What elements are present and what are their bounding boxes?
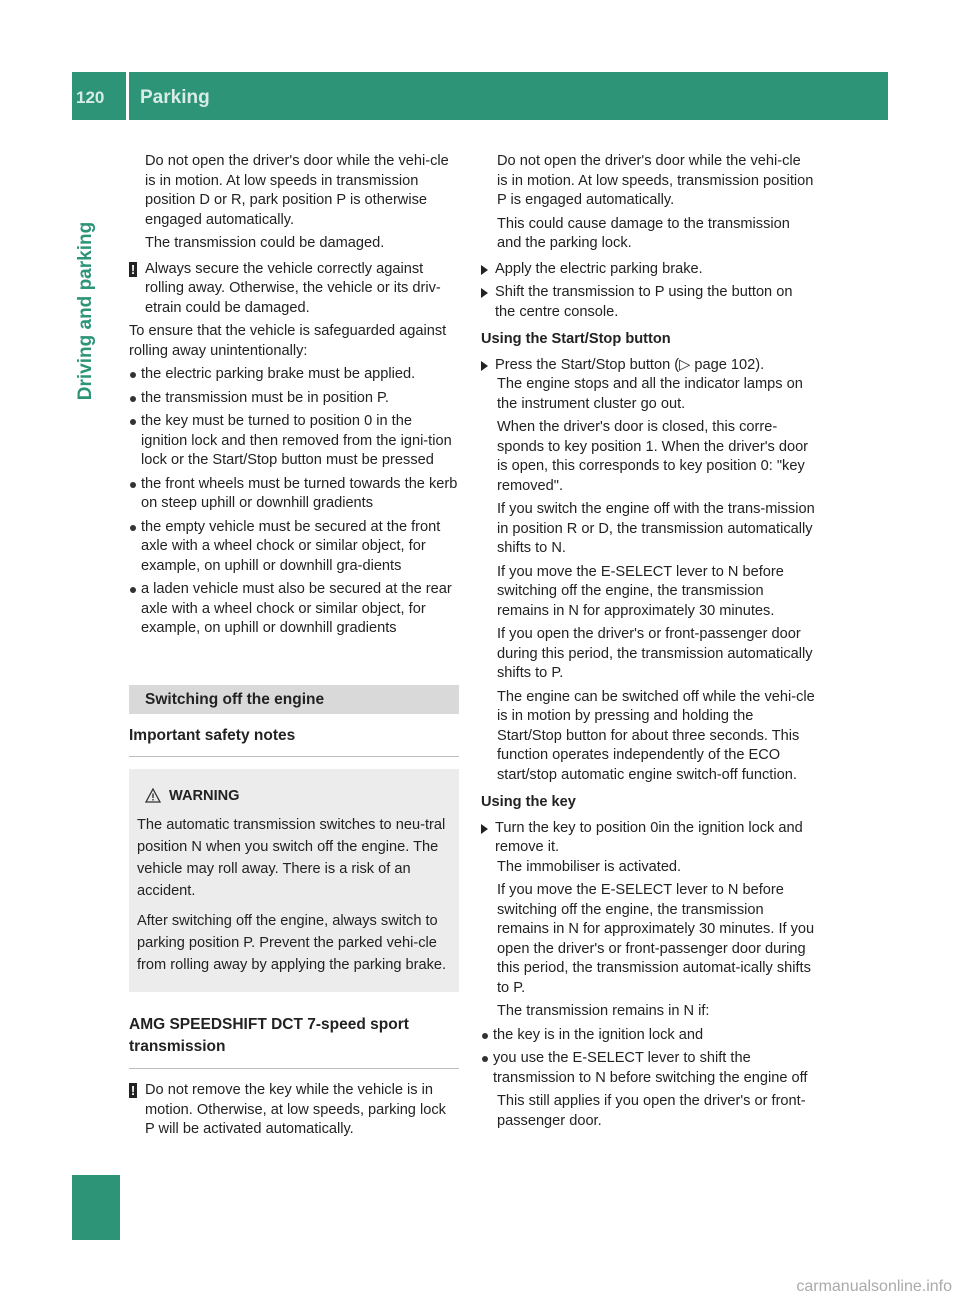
paragraph: The immobiliser is activated. — [497, 858, 682, 875]
paragraph: If you switch the engine off with the trans-mission in position R or D, the transmission automatically shifts to N. — [497, 501, 815, 556]
paragraph: If you open the driver's or front-passenger door during this period, the transmission automatically shifts to P. — [497, 626, 813, 681]
paragraph: This could cause damage to the transmission and the parking lock. — [497, 215, 790, 251]
paragraph: The transmission remains in N if: — [497, 1003, 710, 1019]
paragraph: If you move the E-SELECT lever to N before switching off the engine, the transmission remains in N for approximately 30 minutes. — [497, 563, 784, 619]
paragraph: This still applies if you open the driver's or front-passenger door. — [497, 1093, 806, 1129]
list-item: the key must be turned to position 0 in the ignition lock and then removed from the igni-tion lock or the Start/Stop button must be pressed — [129, 412, 459, 471]
left-column — [129, 152, 459, 1140]
right-column — [481, 152, 815, 1131]
step-arrow-icon — [481, 824, 488, 834]
paragraph: When the driver's door is closed, this corre-sponds to key position 1. When the driver's door is open, this corresponds to key position 0: "key removed". — [497, 419, 809, 494]
instruction-step: Shift the transmission to P using the button on the centre console. — [481, 283, 815, 322]
paragraph: The engine can be switched off while the vehi-cle is in motion by pressing and holding the Start/Stop button for about three seconds. This function operates independently of the ECO start/stop automatic engine switch-off function. — [497, 688, 815, 783]
exclamation-icon: ! — [130, 261, 136, 277]
subheading: Using the Start/Stop button — [481, 331, 671, 347]
paragraph: The engine stops and all the indicator lamps on the instrument cluster go out. — [497, 376, 803, 412]
warning-box — [129, 769, 459, 993]
caution-note: ! Do not remove the key while the vehicle is in motion. Otherwise, at low speeds, parking lock P will be activated automatically. — [130, 1082, 446, 1137]
list-item: the electric parking brake must be applied. — [129, 365, 459, 385]
caution-note: ! Always secure the vehicle correctly against rolling away. Otherwise, the vehicle or its driv-etrain could be damaged. — [130, 260, 441, 316]
paragraph: To ensure that the vehicle is safeguarded against rolling away unintentionally: — [129, 323, 447, 359]
step-arrow-icon — [481, 361, 488, 371]
exclamation-icon: ! — [130, 1083, 136, 1098]
warning-triangle-icon — [145, 788, 161, 804]
instruction-step: Apply the electric parking brake. — [481, 260, 815, 280]
bullet-list — [129, 365, 459, 639]
subheading: Using the key — [481, 794, 576, 810]
paragraph: The transmission could be damaged. — [145, 235, 385, 251]
warning-title: WARNING — [129, 787, 459, 807]
sidebar-chapter-label: Driving and parking — [75, 221, 96, 401]
instruction-step: Press the Start/Stop button (▷ page 102). — [481, 356, 815, 376]
step-arrow-icon — [481, 265, 488, 275]
paragraph: Do not open the driver's door while the vehi-cle is in motion. At low speeds, transmission position P is engaged automatically. — [497, 153, 814, 208]
page-number: 120 — [76, 88, 105, 107]
warning-text: After switching off the engine, always switch to parking position P. Prevent the parked vehi-cle from rolling away by applying the parking brake. — [137, 913, 447, 973]
list-item: the key is in the ignition lock and — [481, 1026, 815, 1046]
subheading: Important safety notes — [129, 727, 296, 744]
section-heading: AMG SPEEDSHIFT DCT 7-speed sport transmission — [129, 1016, 409, 1055]
header-divider — [126, 72, 129, 120]
watermark: carmanualsonline.info — [796, 1278, 952, 1295]
list-item: you use the E-SELECT lever to shift the transmission to N before switching the engine off — [481, 1049, 815, 1088]
page-title: Parking — [140, 87, 210, 108]
section-heading: Switching off the engine — [129, 685, 459, 715]
step-arrow-icon — [481, 288, 488, 298]
list-item: the front wheels must be turned towards the kerb on steep uphill or downhill gradients — [129, 475, 459, 514]
bullet-list — [481, 1026, 815, 1089]
divider — [129, 756, 459, 757]
divider — [129, 1068, 459, 1069]
sidebar-marker — [72, 1175, 120, 1240]
list-item: the empty vehicle must be secured at the front axle with a wheel chock or similar object, for example, on uphill or downhill gra-dients — [129, 518, 459, 577]
warning-text: The automatic transmission switches to neu-tral position N when you switch off the engine. The vehicle may roll away. There is a risk of an accident. — [137, 817, 446, 899]
instruction-step: Turn the key to position 0in the ignition lock and remove it. — [481, 819, 815, 858]
paragraph: If you move the E-SELECT lever to N before switching off the engine, the transmission remains in N for approximately 30 minutes. If you open the driver's or front-passenger door during this period, the transmission automat-ically shifts to P. — [497, 882, 815, 996]
paragraph: Do not open the driver's door while the vehi-cle is in motion. At low speeds in transmission position D or R, park position P is otherwise engaged automatically. — [145, 153, 449, 228]
list-item: a laden vehicle must also be secured at the rear axle with a wheel chock or similar object, for example, on uphill or downhill gradients — [129, 580, 459, 639]
list-item: the transmission must be in position P. — [129, 389, 459, 409]
